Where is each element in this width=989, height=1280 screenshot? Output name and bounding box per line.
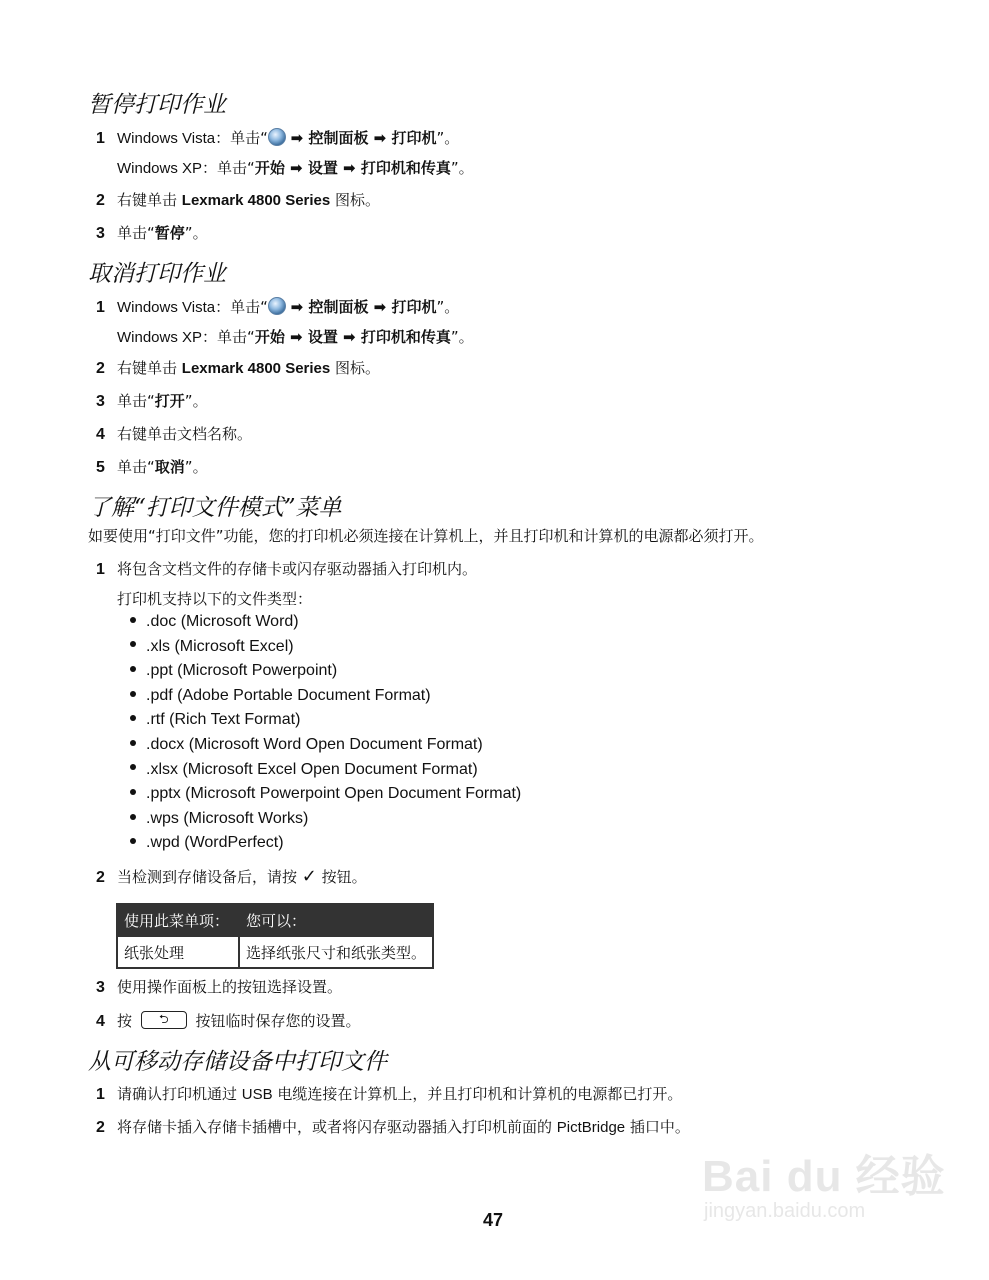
- list-item: .docx (Microsoft Word Open Document Format): [130, 735, 521, 760]
- table-header: 使用此菜单项：: [117, 904, 239, 936]
- supported-types-label: 打印机支持以下的文件类型：: [117, 590, 313, 608]
- pause-step-1-xp: Windows XP：单击“开始 ➡ 设置 ➡ 打印机和传真”。: [117, 159, 474, 177]
- heading-cancel-print-job: 取消打印作业: [88, 261, 226, 287]
- back-button-icon: ⮌: [141, 1011, 187, 1029]
- cancel-step-1-vista: 1 Windows Vista：单击“ ➡ 控制面板 ➡ 打印机”。: [96, 298, 460, 316]
- cancel-step-5: 5 单击“取消”。: [96, 458, 208, 476]
- heading-pause-print-job: 暂停打印作业: [88, 92, 226, 118]
- list-item: .xlsx (Microsoft Excel Open Document Format): [130, 760, 521, 785]
- watermark-url: jingyan.baidu.com: [704, 1200, 866, 1222]
- file-type-list: [130, 612, 521, 858]
- table-cell: 选择纸张尺寸和纸张类型。: [239, 936, 433, 968]
- cancel-step-2: 2 右键单击 Lexmark 4800 Series 图标。: [96, 359, 381, 377]
- table-header: 您可以：: [239, 904, 433, 936]
- file-mode-intro: 如要使用“打印文件”功能，您的打印机必须连接在计算机上，并且打印机和计算机的电源都必须打开。: [88, 527, 764, 545]
- filemode-step-1: 1 将包含文档文件的存储卡或闪存驱动器插入打印机内。: [96, 560, 478, 578]
- cancel-step-4: 4 右键单击文档名称。: [96, 425, 253, 443]
- table-cell: 纸张处理: [117, 936, 239, 968]
- list-item: .xls (Microsoft Excel): [130, 637, 521, 662]
- list-item: .rtf (Rich Text Format): [130, 710, 521, 735]
- baidu-logo: Bai du 经验: [702, 1152, 946, 1201]
- baidu-watermark: [702, 1140, 946, 1223]
- list-item: .ppt (Microsoft Powerpoint): [130, 661, 521, 686]
- pause-step-3: 3 单击“暂停”。: [96, 224, 208, 242]
- removable-step-1: 1 请确认打印机通过 USB 电缆连接在计算机上，并且打印机和计算机的电源都已打开。: [96, 1085, 683, 1103]
- menu-options-table: [116, 903, 434, 969]
- page-number: 47: [483, 1210, 504, 1230]
- cancel-step-3: 3 单击“打开”。: [96, 392, 208, 410]
- list-item: .pptx (Microsoft Powerpoint Open Document Format): [130, 784, 521, 809]
- list-item: .wpd (WordPerfect): [130, 833, 521, 858]
- filemode-step-3: 3 使用操作面板上的按钮选择设置。: [96, 978, 343, 996]
- heading-file-mode-menu: 了解“打印文件模式”菜单: [88, 495, 342, 521]
- list-item: .doc (Microsoft Word): [130, 612, 521, 637]
- table-row: [117, 936, 433, 968]
- checkmark-icon: ✓: [301, 866, 317, 887]
- windows-start-icon: [268, 297, 286, 315]
- windows-start-icon: [268, 128, 286, 146]
- pause-step-2: 2 右键单击 Lexmark 4800 Series 图标。: [96, 191, 381, 209]
- heading-print-from-removable: 从可移动存储设备中打印文件: [88, 1049, 387, 1075]
- list-item: .pdf (Adobe Portable Document Format): [130, 686, 521, 711]
- cancel-step-1-xp: Windows XP：单击“开始 ➡ 设置 ➡ 打印机和传真”。: [117, 328, 474, 346]
- filemode-step-4: 4 按 ⮌ 按钮临时保存您的设置。: [96, 1011, 361, 1030]
- list-item: .wps (Microsoft Works): [130, 809, 521, 834]
- pause-step-1-vista: 1 Windows Vista：单击“ ➡ 控制面板 ➡ 打印机”。: [96, 129, 460, 147]
- filemode-step-2: 2 当检测到存储设备后，请按 ✓ 按钮。: [96, 866, 367, 887]
- removable-step-2: 2 将存储卡插入存储卡插槽中，或者将闪存驱动器插入打印机前面的 PictBridge 插口中。: [96, 1118, 690, 1136]
